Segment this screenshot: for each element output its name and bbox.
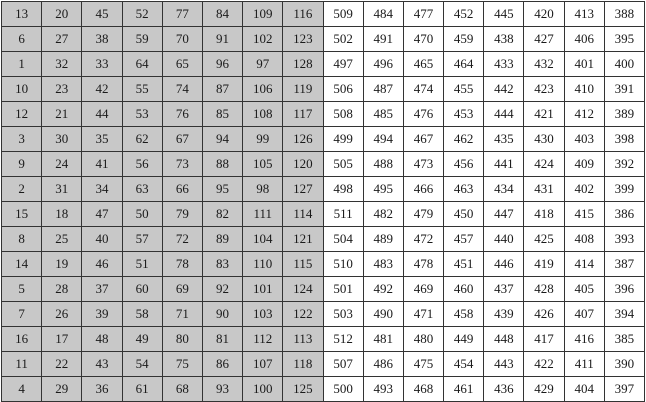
shaded-cell: 15	[2, 202, 42, 227]
shaded-cell: 12	[2, 102, 42, 127]
plain-cell: 436	[484, 377, 524, 402]
shaded-cell: 28	[42, 277, 82, 302]
shaded-cell: 81	[202, 327, 242, 352]
plain-cell: 480	[403, 327, 443, 352]
plain-cell: 440	[484, 227, 524, 252]
shaded-cell: 27	[42, 27, 82, 52]
plain-cell: 390	[604, 352, 644, 377]
shaded-cell: 94	[202, 127, 242, 152]
plain-cell: 470	[403, 27, 443, 52]
shaded-cell: 84	[202, 2, 242, 27]
shaded-cell: 29	[42, 377, 82, 402]
plain-cell: 475	[403, 352, 443, 377]
plain-cell: 408	[564, 227, 604, 252]
plain-cell: 453	[444, 102, 484, 127]
shaded-cell: 40	[82, 227, 122, 252]
plain-cell: 431	[524, 177, 564, 202]
shaded-cell: 66	[162, 177, 202, 202]
plain-cell: 485	[363, 102, 403, 127]
plain-cell: 503	[323, 302, 363, 327]
table-row	[2, 277, 645, 302]
table-row	[2, 77, 645, 102]
plain-cell: 441	[484, 152, 524, 177]
table-row	[2, 302, 645, 327]
shaded-cell: 80	[162, 327, 202, 352]
plain-cell: 450	[444, 202, 484, 227]
shaded-cell: 41	[82, 152, 122, 177]
plain-cell: 406	[564, 27, 604, 52]
plain-cell: 404	[564, 377, 604, 402]
plain-cell: 443	[484, 352, 524, 377]
plain-cell: 397	[604, 377, 644, 402]
shaded-cell: 70	[162, 27, 202, 52]
plain-cell: 419	[524, 252, 564, 277]
plain-cell: 438	[484, 27, 524, 52]
plain-cell: 493	[363, 377, 403, 402]
plain-cell: 469	[403, 277, 443, 302]
shaded-cell: 25	[42, 227, 82, 252]
plain-cell: 463	[444, 177, 484, 202]
shaded-cell: 119	[283, 77, 323, 102]
shaded-cell: 115	[283, 252, 323, 277]
plain-cell: 424	[524, 152, 564, 177]
plain-cell: 444	[484, 102, 524, 127]
shaded-cell: 18	[42, 202, 82, 227]
shaded-cell: 91	[202, 27, 242, 52]
shaded-cell: 67	[162, 127, 202, 152]
shaded-cell: 108	[243, 102, 283, 127]
plain-cell: 415	[564, 202, 604, 227]
shaded-cell: 103	[243, 302, 283, 327]
shaded-cell: 45	[82, 2, 122, 27]
shaded-cell: 107	[243, 352, 283, 377]
shaded-cell: 39	[82, 302, 122, 327]
plain-cell: 478	[403, 252, 443, 277]
shaded-cell: 85	[202, 102, 242, 127]
shaded-cell: 79	[162, 202, 202, 227]
plain-cell: 496	[363, 52, 403, 77]
plain-cell: 504	[323, 227, 363, 252]
shaded-cell: 17	[42, 327, 82, 352]
plain-cell: 488	[363, 152, 403, 177]
shaded-cell: 110	[243, 252, 283, 277]
shaded-cell: 124	[283, 277, 323, 302]
shaded-cell: 126	[283, 127, 323, 152]
plain-cell: 476	[403, 102, 443, 127]
plain-cell: 505	[323, 152, 363, 177]
plain-cell: 432	[524, 52, 564, 77]
shaded-cell: 6	[2, 27, 42, 52]
plain-cell: 459	[444, 27, 484, 52]
shaded-cell: 111	[243, 202, 283, 227]
plain-cell: 458	[444, 302, 484, 327]
plain-cell: 413	[564, 2, 604, 27]
plain-cell: 405	[564, 277, 604, 302]
plain-cell: 435	[484, 127, 524, 152]
plain-cell: 512	[323, 327, 363, 352]
plain-cell: 412	[564, 102, 604, 127]
shaded-cell: 54	[122, 352, 162, 377]
shaded-cell: 52	[122, 2, 162, 27]
plain-cell: 402	[564, 177, 604, 202]
shaded-cell: 23	[42, 77, 82, 102]
table-row	[2, 227, 645, 252]
shaded-cell: 76	[162, 102, 202, 127]
shaded-cell: 4	[2, 377, 42, 402]
shaded-cell: 92	[202, 277, 242, 302]
shaded-cell: 2	[2, 177, 42, 202]
plain-cell: 393	[604, 227, 644, 252]
plain-cell: 387	[604, 252, 644, 277]
shaded-cell: 58	[122, 302, 162, 327]
plain-cell: 508	[323, 102, 363, 127]
plain-cell: 399	[604, 177, 644, 202]
table-row	[2, 252, 645, 277]
shaded-cell: 53	[122, 102, 162, 127]
plain-cell: 420	[524, 2, 564, 27]
plain-cell: 468	[403, 377, 443, 402]
shaded-cell: 128	[283, 52, 323, 77]
shaded-cell: 49	[122, 327, 162, 352]
plain-cell: 422	[524, 352, 564, 377]
plain-cell: 426	[524, 302, 564, 327]
plain-cell: 484	[363, 2, 403, 27]
shaded-cell: 60	[122, 277, 162, 302]
shaded-cell: 93	[202, 377, 242, 402]
shaded-cell: 97	[243, 52, 283, 77]
plain-cell: 489	[363, 227, 403, 252]
plain-cell: 392	[604, 152, 644, 177]
shaded-cell: 5	[2, 277, 42, 302]
plain-cell: 460	[444, 277, 484, 302]
plain-cell: 487	[363, 77, 403, 102]
plain-cell: 434	[484, 177, 524, 202]
plain-cell: 490	[363, 302, 403, 327]
shaded-cell: 31	[42, 177, 82, 202]
shaded-cell: 89	[202, 227, 242, 252]
plain-cell: 433	[484, 52, 524, 77]
plain-cell: 448	[484, 327, 524, 352]
shaded-cell: 122	[283, 302, 323, 327]
shaded-cell: 3	[2, 127, 42, 152]
plain-cell: 464	[444, 52, 484, 77]
plain-cell: 498	[323, 177, 363, 202]
plain-cell: 483	[363, 252, 403, 277]
shaded-cell: 30	[42, 127, 82, 152]
shaded-cell: 50	[122, 202, 162, 227]
plain-cell: 403	[564, 127, 604, 152]
shaded-cell: 105	[243, 152, 283, 177]
plain-cell: 400	[604, 52, 644, 77]
shaded-cell: 10	[2, 77, 42, 102]
shaded-cell: 75	[162, 352, 202, 377]
shaded-cell: 24	[42, 152, 82, 177]
plain-cell: 423	[524, 77, 564, 102]
plain-cell: 409	[564, 152, 604, 177]
shaded-cell: 63	[122, 177, 162, 202]
plain-cell: 471	[403, 302, 443, 327]
table-row	[2, 27, 645, 52]
table-row	[2, 127, 645, 152]
plain-cell: 507	[323, 352, 363, 377]
shaded-cell: 65	[162, 52, 202, 77]
shaded-cell: 1	[2, 52, 42, 77]
shaded-cell: 64	[122, 52, 162, 77]
shaded-cell: 68	[162, 377, 202, 402]
plain-cell: 446	[484, 252, 524, 277]
shaded-cell: 113	[283, 327, 323, 352]
shaded-cell: 55	[122, 77, 162, 102]
shaded-cell: 98	[243, 177, 283, 202]
shaded-cell: 102	[243, 27, 283, 52]
shaded-cell: 42	[82, 77, 122, 102]
plain-cell: 502	[323, 27, 363, 52]
shaded-cell: 7	[2, 302, 42, 327]
plain-cell: 510	[323, 252, 363, 277]
plain-cell: 499	[323, 127, 363, 152]
plain-cell: 417	[524, 327, 564, 352]
shaded-cell: 37	[82, 277, 122, 302]
shaded-cell: 99	[243, 127, 283, 152]
shaded-cell: 101	[243, 277, 283, 302]
plain-cell: 430	[524, 127, 564, 152]
shaded-cell: 123	[283, 27, 323, 52]
shaded-cell: 56	[122, 152, 162, 177]
plain-cell: 429	[524, 377, 564, 402]
shaded-cell: 46	[82, 252, 122, 277]
shaded-cell: 96	[202, 52, 242, 77]
plain-cell: 454	[444, 352, 484, 377]
shaded-cell: 61	[122, 377, 162, 402]
shaded-cell: 48	[82, 327, 122, 352]
shaded-cell: 117	[283, 102, 323, 127]
shaded-cell: 120	[283, 152, 323, 177]
plain-cell: 396	[604, 277, 644, 302]
table-row	[2, 152, 645, 177]
shaded-cell: 83	[202, 252, 242, 277]
plain-cell: 455	[444, 77, 484, 102]
shaded-cell: 26	[42, 302, 82, 327]
shaded-cell: 20	[42, 2, 82, 27]
shaded-cell: 38	[82, 27, 122, 52]
shaded-cell: 90	[202, 302, 242, 327]
plain-cell: 445	[484, 2, 524, 27]
table-row	[2, 102, 645, 127]
plain-cell: 482	[363, 202, 403, 227]
plain-cell: 492	[363, 277, 403, 302]
number-grid-table	[1, 1, 645, 402]
plain-cell: 401	[564, 52, 604, 77]
shaded-cell: 21	[42, 102, 82, 127]
plain-cell: 474	[403, 77, 443, 102]
shaded-cell: 77	[162, 2, 202, 27]
plain-cell: 467	[403, 127, 443, 152]
shaded-cell: 69	[162, 277, 202, 302]
plain-cell: 385	[604, 327, 644, 352]
shaded-cell: 114	[283, 202, 323, 227]
plain-cell: 509	[323, 2, 363, 27]
number-grid-body	[2, 2, 645, 402]
shaded-cell: 51	[122, 252, 162, 277]
plain-cell: 477	[403, 2, 443, 27]
plain-cell: 391	[604, 77, 644, 102]
plain-cell: 479	[403, 202, 443, 227]
shaded-cell: 19	[42, 252, 82, 277]
plain-cell: 500	[323, 377, 363, 402]
shaded-cell: 22	[42, 352, 82, 377]
plain-cell: 394	[604, 302, 644, 327]
shaded-cell: 104	[243, 227, 283, 252]
shaded-cell: 73	[162, 152, 202, 177]
plain-cell: 425	[524, 227, 564, 252]
number-grid-container	[1, 1, 645, 401]
shaded-cell: 44	[82, 102, 122, 127]
plain-cell: 511	[323, 202, 363, 227]
plain-cell: 461	[444, 377, 484, 402]
plain-cell: 486	[363, 352, 403, 377]
plain-cell: 465	[403, 52, 443, 77]
plain-cell: 447	[484, 202, 524, 227]
shaded-cell: 34	[82, 177, 122, 202]
table-row	[2, 352, 645, 377]
shaded-cell: 87	[202, 77, 242, 102]
plain-cell: 386	[604, 202, 644, 227]
plain-cell: 416	[564, 327, 604, 352]
shaded-cell: 95	[202, 177, 242, 202]
shaded-cell: 9	[2, 152, 42, 177]
plain-cell: 456	[444, 152, 484, 177]
shaded-cell: 125	[283, 377, 323, 402]
plain-cell: 501	[323, 277, 363, 302]
plain-cell: 437	[484, 277, 524, 302]
table-row	[2, 202, 645, 227]
plain-cell: 395	[604, 27, 644, 52]
plain-cell: 451	[444, 252, 484, 277]
shaded-cell: 36	[82, 377, 122, 402]
shaded-cell: 13	[2, 2, 42, 27]
table-row	[2, 177, 645, 202]
shaded-cell: 100	[243, 377, 283, 402]
plain-cell: 462	[444, 127, 484, 152]
plain-cell: 439	[484, 302, 524, 327]
plain-cell: 472	[403, 227, 443, 252]
shaded-cell: 74	[162, 77, 202, 102]
plain-cell: 414	[564, 252, 604, 277]
shaded-cell: 11	[2, 352, 42, 377]
plain-cell: 398	[604, 127, 644, 152]
plain-cell: 418	[524, 202, 564, 227]
plain-cell: 466	[403, 177, 443, 202]
shaded-cell: 127	[283, 177, 323, 202]
shaded-cell: 62	[122, 127, 162, 152]
shaded-cell: 121	[283, 227, 323, 252]
shaded-cell: 109	[243, 2, 283, 27]
table-row	[2, 2, 645, 27]
shaded-cell: 16	[2, 327, 42, 352]
shaded-cell: 78	[162, 252, 202, 277]
shaded-cell: 71	[162, 302, 202, 327]
shaded-cell: 8	[2, 227, 42, 252]
plain-cell: 452	[444, 2, 484, 27]
plain-cell: 388	[604, 2, 644, 27]
plain-cell: 411	[564, 352, 604, 377]
plain-cell: 449	[444, 327, 484, 352]
table-row	[2, 327, 645, 352]
plain-cell: 494	[363, 127, 403, 152]
shaded-cell: 43	[82, 352, 122, 377]
shaded-cell: 14	[2, 252, 42, 277]
shaded-cell: 116	[283, 2, 323, 27]
shaded-cell: 82	[202, 202, 242, 227]
plain-cell: 495	[363, 177, 403, 202]
shaded-cell: 86	[202, 352, 242, 377]
table-row	[2, 52, 645, 77]
plain-cell: 421	[524, 102, 564, 127]
plain-cell: 497	[323, 52, 363, 77]
shaded-cell: 57	[122, 227, 162, 252]
plain-cell: 428	[524, 277, 564, 302]
shaded-cell: 88	[202, 152, 242, 177]
plain-cell: 442	[484, 77, 524, 102]
shaded-cell: 72	[162, 227, 202, 252]
plain-cell: 457	[444, 227, 484, 252]
shaded-cell: 47	[82, 202, 122, 227]
shaded-cell: 118	[283, 352, 323, 377]
plain-cell: 427	[524, 27, 564, 52]
plain-cell: 389	[604, 102, 644, 127]
shaded-cell: 106	[243, 77, 283, 102]
plain-cell: 491	[363, 27, 403, 52]
plain-cell: 481	[363, 327, 403, 352]
shaded-cell: 59	[122, 27, 162, 52]
plain-cell: 473	[403, 152, 443, 177]
shaded-cell: 112	[243, 327, 283, 352]
table-row	[2, 377, 645, 402]
plain-cell: 410	[564, 77, 604, 102]
shaded-cell: 35	[82, 127, 122, 152]
plain-cell: 506	[323, 77, 363, 102]
plain-cell: 407	[564, 302, 604, 327]
shaded-cell: 33	[82, 52, 122, 77]
shaded-cell: 32	[42, 52, 82, 77]
